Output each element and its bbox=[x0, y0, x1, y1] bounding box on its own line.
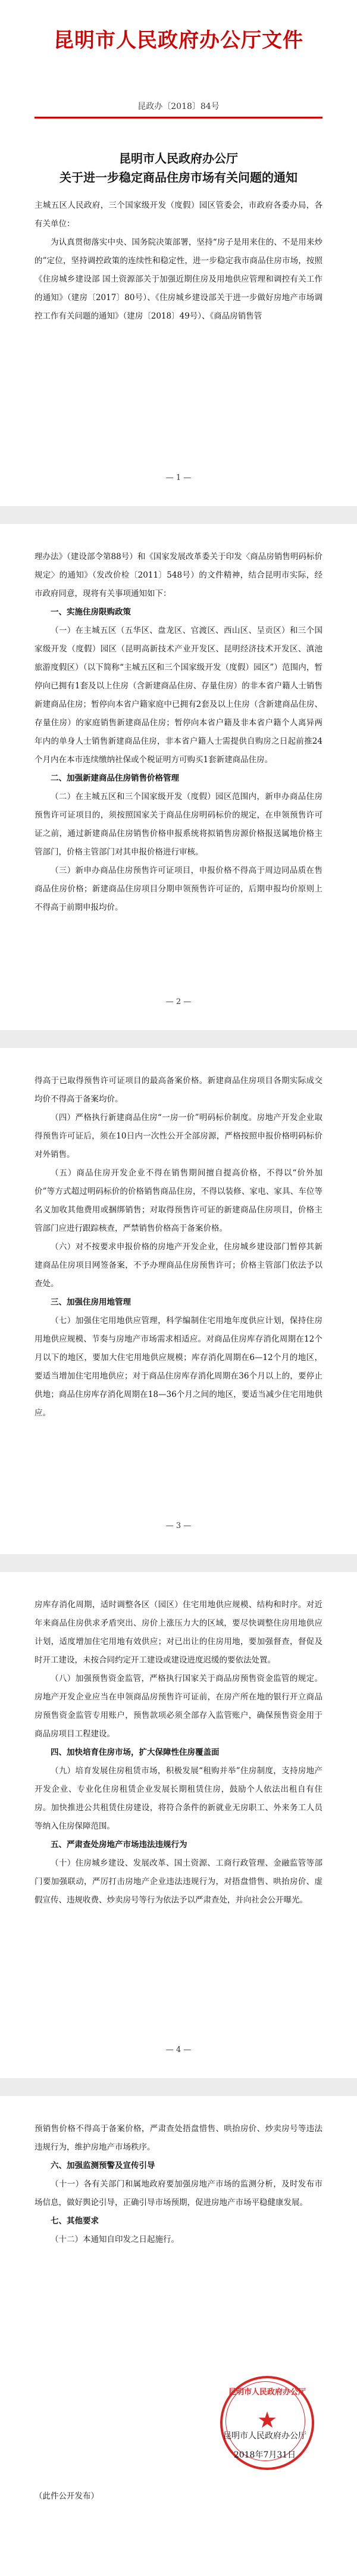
section-heading: 四、加快培育住房市场，扩大保障性住房覆盖面 bbox=[51, 1748, 220, 1757]
paragraph: （九）培育发展住房租赁市场，积极发展“租购并举”住房制度，支持房地产开发企业、专业化住房租赁企业发展长期租赁住房，鼓励个人依法出租自有住房。加快推进公共租赁住房建设，将符合条件的新就业无房职工、外来务工人员等纳入住房保障范围。 bbox=[35, 1766, 322, 1831]
page-1-body bbox=[35, 197, 322, 326]
red-divider-line bbox=[35, 117, 322, 118]
paragraph: （十一）各有关部门和属地政府要加强房地产市场的监测分析，及时发布市场信息，做好舆论引导，正确引导市场预期，促进房地产市场平稳健康发展。 bbox=[35, 2179, 322, 2207]
paragraph: （五）商品住房开发企业不得在销售期间擅自提高价格，不得以“价外加价”等方式超过明码标价的价格销售商品住房，不得以装修、家电、家具、车位等名义加收其他费用或捆绑销售；对取得预售许可证的新建商品住房项目，价格主管部门应进行跟踪核查，严禁销售价格高于备案价格。 bbox=[35, 1168, 322, 1233]
section-heading: 三、加强住房用地管理 bbox=[51, 1298, 131, 1307]
page-3-body bbox=[35, 1072, 322, 1423]
paragraph: （七）加强住宅用地供应管理，科学编制住宅用地年度供应计划，保持住房用地供应规模、节奏与房地产市场需求相适应。对商品住房库存消化周期在12个月以下的地区，要加大住宅用地供应规模；库存消化周期在6—12个月的地区，要适当增加住宅用地供应；对于商品住房库存消化周期在36个月以上的，要停止供地；商品住房库存消化周期在18—36个月之间的地区，要适当减少住宅用地供应。 bbox=[35, 1316, 322, 1418]
page-4 bbox=[0, 1572, 357, 2078]
page-number: — 2 — bbox=[165, 997, 192, 1006]
paragraph: 理办法》（建设部令第88号）和《国家发展改革委关于印发〈商品房销售明码标价规定〉的通知》（发改价检〔2011〕548号）的文件精神，结合昆明市实际，经市政府同意，现将有关事项通知如下： bbox=[35, 552, 322, 598]
page-gap bbox=[0, 1554, 357, 1572]
page-5 bbox=[0, 2096, 357, 2576]
paragraph: （四）严格执行新建商品住房“一房一价”明码标价制度。房地产开发企业取得预售许可证后，须在10日内一次性公开全部房源，严格按照申报价格明码标价对外销售。 bbox=[35, 1113, 322, 1159]
paragraph: 预销售价格不得高于备案价格，严肃查处捂盘惜售、哄抬房价、炒卖房号等违法违规行为，维护房地产市场秩序。 bbox=[35, 2124, 322, 2152]
red-header-title: 昆明市人民政府办公厅文件 bbox=[54, 29, 303, 52]
seal-text: 昆明市人民政府办公厅 bbox=[228, 2388, 306, 2397]
paragraph: （二）在主城五区和三个国家级开发（度假）园区范围内，新申办商品住房预售许可证项目的，须按照国家关于商品住房明码标价的规定，在申领预售许可证之前，通过新建商品住房销售价格申报系统将拟销售房源价格报送属地价格主管部门，价格主管部门对其申报价格进行审核。 bbox=[35, 792, 322, 857]
page-number: — 3 — bbox=[165, 1521, 192, 1530]
section-heading: 二、加强新建商品住房销售价格管理 bbox=[51, 774, 179, 783]
paragraph: 得高于已取得预售许可证项目的最高备案价格。新建商品住房项目各期实际成交均价不得高于备案均价。 bbox=[35, 1076, 322, 1104]
section-heading: 七、其他要求 bbox=[51, 2216, 99, 2226]
paragraph: （六）对不按要求申报价格的房地产开发企业，住房城乡建设部门暂停其新建商品住房项目网签备案，不予办理商品住房预售许可；价格主管部门依法予以查处。 bbox=[35, 1242, 322, 1289]
section-heading: 一、实施住房限购政策 bbox=[51, 607, 131, 617]
page-2 bbox=[0, 524, 357, 1030]
page-number: — 4 — bbox=[165, 2045, 192, 2054]
paragraph: 为认真贯彻落实中央、国务院决策部署，坚持“房子是用来住的、不是用来炒的”定位，坚持调控政策的连续性和稳定性，进一步稳定我市商品住房市场，按照《住房城乡建设部 国土资源部关于加强近期住房及用地供应管理和调控有关工作的通知》（建房〔2017〕80号）、《住房城乡建设部关于进一步做好房地产市场调控工作有关问题的通知》（建房〔2018〕49号）、《商品房销售管 bbox=[35, 238, 322, 321]
page-gap bbox=[0, 506, 357, 524]
paragraph: 房库存消化周期，适时调整各区（园区）住宅用地供应规模、结构和时序。对近年来商品住房供求矛盾突出、房价上涨压力大的区域，要尽快调整住房用地供应计划，适度增加住宅用地有效供应；对已出让的住房用地，要加强督查，督促及时开工建设，未按合同约定开工建设或建设进度迟缓的要依法处置。 bbox=[35, 1600, 322, 1665]
section-heading: 五、严肃查处房地产市场违法违规行为 bbox=[51, 1840, 187, 1850]
star-icon: ★ bbox=[256, 2407, 278, 2433]
paragraph: （八）加强预售资金监管，严格执行国家关于商品房预售资金监管的规定。房地产开发企业应当在申领商品房预售许可证前，在房产所在地的银行开立商品房预售资金监管专用账户，预售款项必须全部存入监管账户，确保预售资金用于商品房项目工程建设。 bbox=[35, 1674, 322, 1739]
page-2-body bbox=[35, 548, 322, 917]
paragraph: （一）在主城五区（五华区、盘龙区、官渡区、西山区、呈贡区）和三个国家级开发（度假）园区（昆明高新技术产业开发区、昆明经济技术开发区、滇池旅游度假区）（以下简称“主城五区和三个国家级开发（度假）园区”）范围内，暂停向已拥有1套及以上住房（含新建商品住房、存量住房）的非本省户籍人士销售新建商品住房；暂停向本省户籍家庭中已拥有2套及以上住房（含新建商品住房、存量住房）的家庭销售新建商品住房；暂停向本省户籍及非本省户籍个人离异两年内的单身人士销售新建商品住房，非本省户籍人士需提供自购房之日起前推24个月内在本市连续缴纳社保或个税证明方可购买1套新建商品住房。 bbox=[35, 626, 322, 765]
notice-title: 关于进一步稳定商品住房市场有关问题的通知 bbox=[60, 170, 298, 185]
paragraph: （十二）本通知自印发之日起施行。 bbox=[51, 2235, 179, 2244]
signature-issuer: 昆明市人民政府办公厅 bbox=[223, 2431, 306, 2441]
page-1 bbox=[0, 0, 357, 506]
page-gap bbox=[0, 1030, 357, 1048]
paragraph: （十）住房城乡建设、发展改革、国土资源、工商行政管理、金融监管等部门要加强联动，严厉打击房地产企业违法违规行为，对捂盘惜售、哄抬房价、虚假宣传、违规收费、炒卖房号等行为依法予以严肃查处，并向社会公开曝光。 bbox=[35, 1858, 322, 1905]
page-5-body bbox=[35, 2120, 322, 2249]
paragraph: （三）新申办商品住房预售许可证项目，申报价格不得高于周边同品质在售商品住房价格；新建商品住房项目分期申领预售许可证的，后期申报均价原则上不得高于前期申报均价。 bbox=[35, 866, 322, 912]
page-4-body bbox=[35, 1596, 322, 1910]
document-number: 昆政办〔2018〕84号 bbox=[137, 102, 220, 111]
section-heading: 六、加强监测预警及宣传引导 bbox=[51, 2161, 155, 2170]
recipients-line: 主城五区人民政府，三个国家级开发（度假）园区管委会，市政府各委办局，各有关单位： bbox=[35, 201, 322, 229]
page-gap bbox=[0, 2078, 357, 2096]
page-3 bbox=[0, 1048, 357, 1554]
publication-note: （此件公开发布） bbox=[35, 2491, 99, 2501]
issuer-title: 昆明市人民政府办公厅 bbox=[119, 151, 238, 166]
signature-date: 2018年7月31日 bbox=[233, 2450, 296, 2460]
page-number: — 1 — bbox=[165, 473, 192, 482]
